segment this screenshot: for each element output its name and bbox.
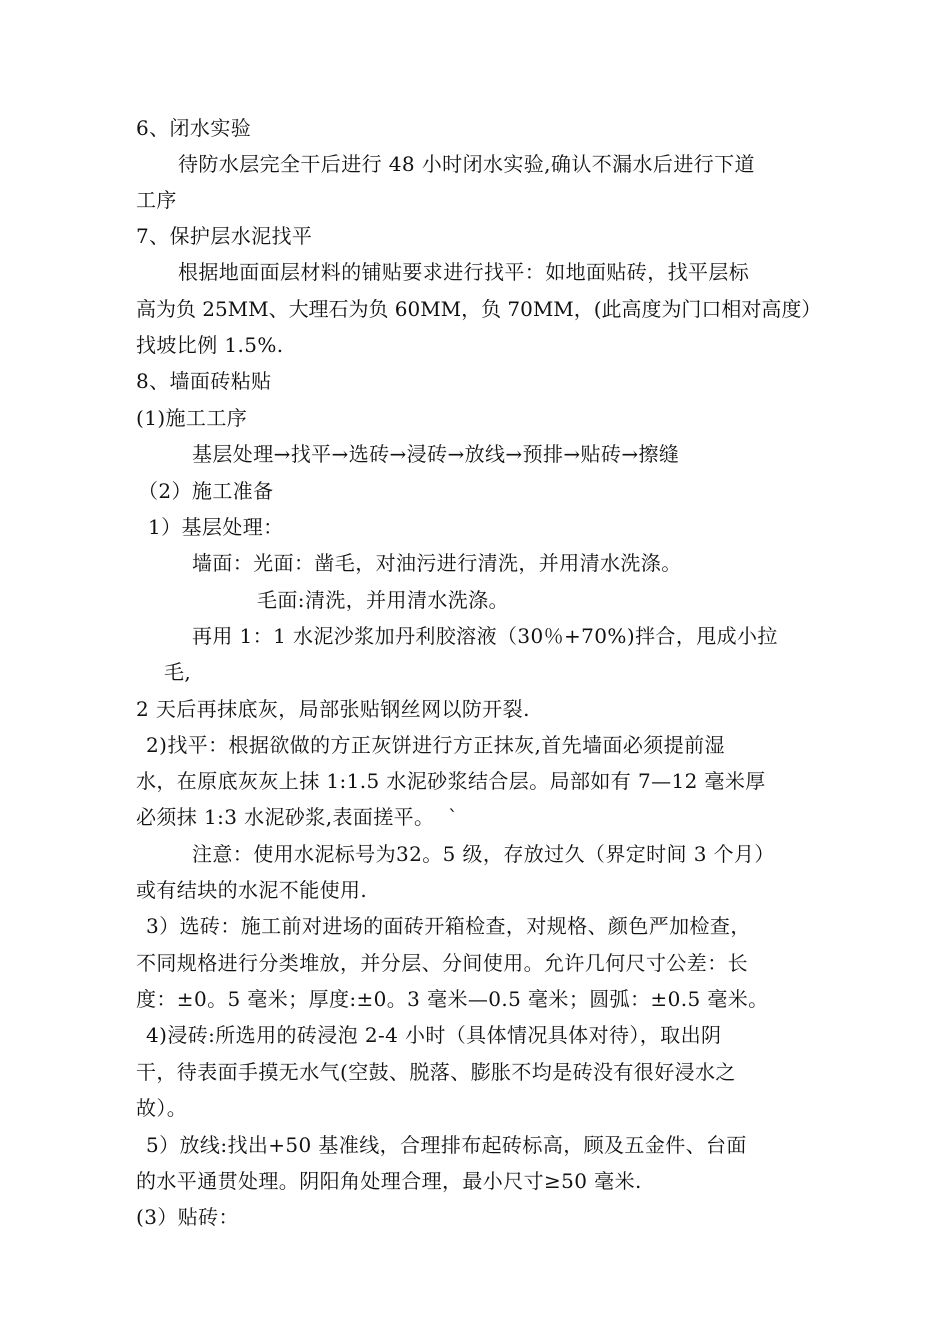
item-3-line: 3）选砖：施工前对进场的面砖开箱检查，对规格、颜色严加检查， (146, 914, 751, 938)
item-1-title: 1）基层处理： (148, 515, 284, 539)
heading-6: 6、闭水实验 (136, 116, 252, 140)
paragraph-line: 找坡比例 1.5%. (136, 333, 284, 357)
paragraph-line: 高为负 25MM、大理石为负 60MM，负 70MM，(此高度为门口相对高度） (136, 297, 822, 321)
subheading-2: （2）施工准备 (138, 479, 274, 503)
paragraph-line: 的水平通贯处理。阴阳角处理合理，最小尺寸≥50 毫米. (136, 1169, 642, 1193)
subheading-1: (1)施工工序 (136, 406, 248, 430)
paragraph-line: 或有结块的水泥不能使用. (136, 878, 368, 902)
item-4-line: 4)浸砖:所选用的砖浸泡 2-4 小时（具体情况具体对待），取出阴 (146, 1023, 722, 1047)
paragraph-line: 待防水层完全干后进行 48 小时闭水实验,确认不漏水后进行下道 (178, 152, 755, 176)
subheading-3: (3）贴砖： (136, 1205, 239, 1229)
paragraph-line: 水，在原底灰灰上抹 1:1.5 水泥砂浆结合层。局部如有 7—12 毫米厚 (136, 769, 766, 793)
heading-7: 7、保护层水泥找平 (136, 224, 313, 248)
paragraph-line: 2 天后再抹底灰，局部张贴钢丝网以防开裂. (136, 697, 530, 721)
heading-8: 8、墙面砖粘贴 (136, 369, 272, 393)
paragraph-line: 毛面:清洗，并用清水洗涤。 (257, 588, 509, 612)
paragraph-line: 干，待表面手摸无水气(空鼓、脱落、膨胀不均是砖没有很好浸水之 (136, 1060, 736, 1084)
paragraph-line: 墙面：光面：凿毛，对油污进行清洗，并用清水洗涤。 (192, 551, 682, 575)
paragraph-line: 再用 1：1 水泥沙浆加丹利胶溶液（30％+70%)拌合，甩成小拉 (192, 624, 778, 648)
item-2-line: 2)找平：根据欲做的方正灰饼进行方正抹灰,首先墙面必须提前湿 (146, 733, 725, 757)
note-line: 注意：使用水泥标号为32。5 级，存放过久（界定时间 3 个月） (192, 842, 775, 866)
paragraph-line: 不同规格进行分类堆放，并分层、分间使用。允许几何尺寸公差：长 (136, 951, 748, 975)
paragraph-line: 毛, (164, 660, 192, 684)
item-5-line: 5）放线:找出+50 基准线，合理排布起砖标高，顾及五金件、台面 (146, 1133, 747, 1157)
process-flow: 基层处理→找平→选砖→浸砖→放线→预排→贴砖→擦缝 (192, 442, 680, 466)
paragraph-line: 故）。 (136, 1096, 188, 1120)
paragraph-line: 必须抹 1:3 水泥砂浆,表面搓平。 ` (136, 805, 459, 829)
paragraph-line: 工序 (136, 188, 177, 212)
paragraph-line: 度：±0。5 毫米；厚度:±0。3 毫米—0.5 毫米；圆弧：±0.5 毫米。 (136, 987, 769, 1011)
paragraph-line: 根据地面面层材料的铺贴要求进行找平：如地面贴砖，找平层标 (178, 260, 750, 284)
